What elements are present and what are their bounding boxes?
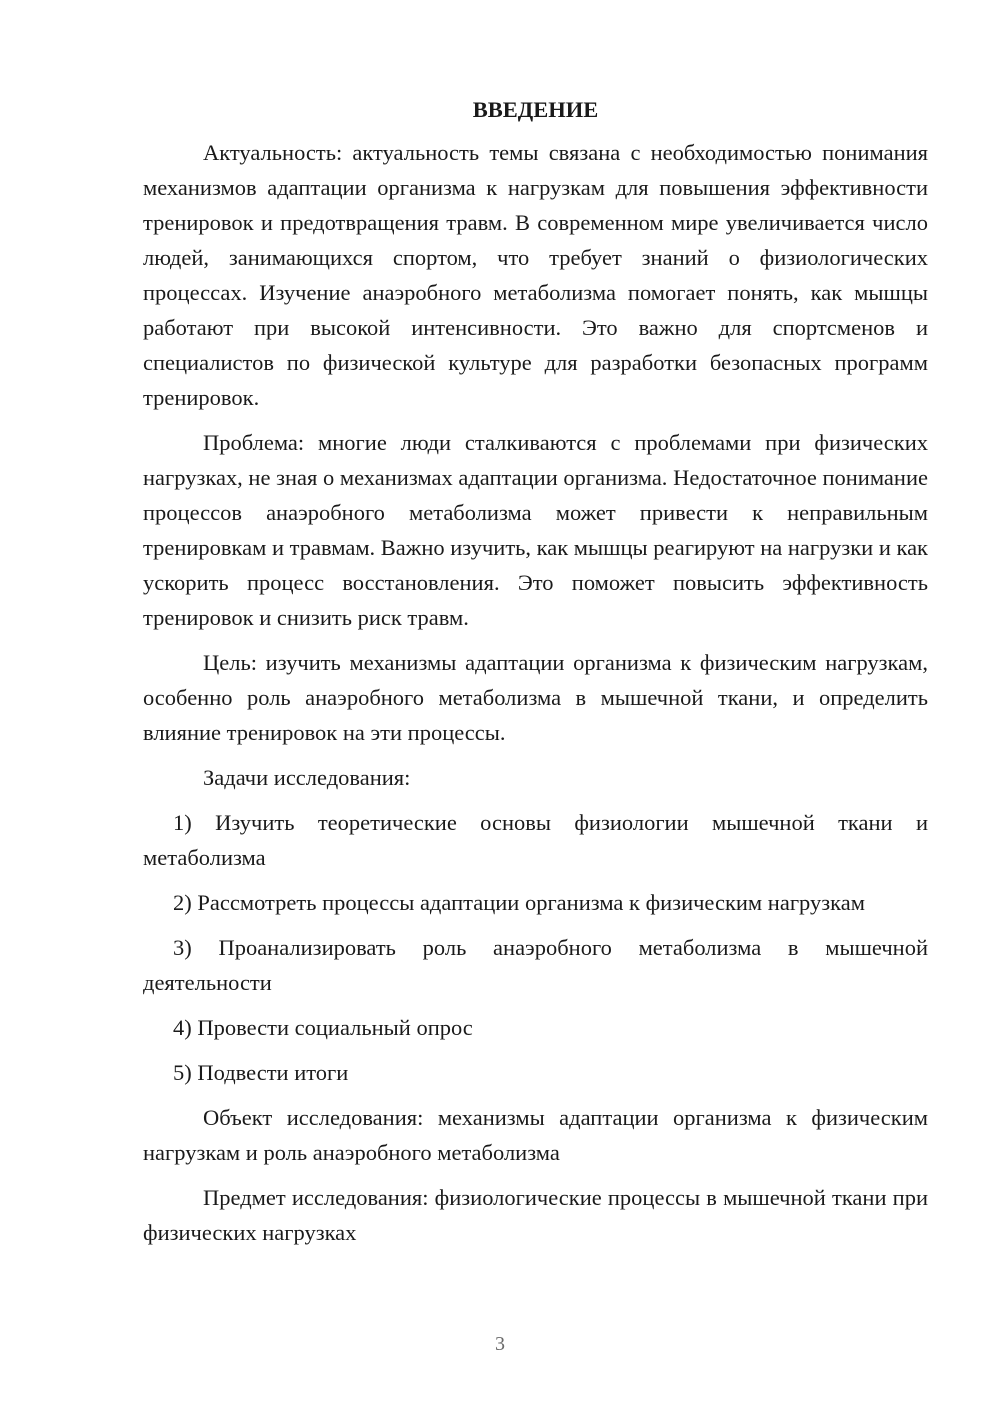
paragraph-relevance: Актуальность: актуальность темы связана с необходимостью понимания механизмов адаптации организма к нагрузкам для повышения эффективности тренировок и предотвращения травм. В современном мире увеличивается число людей, занимающихся спортом, что требует знаний о физиологических процессах. Изучение анаэробного метаболизма помогает понять, как мышцы работают при высокой интенсивности. Это важно для спортсменов и специалистов по физической культуре для разработки безопасных программ тренировок. [143,140,928,410]
task-item-4: 4) Провести социальный опрос [173,1015,473,1040]
page-title: ВВЕДЕНИЕ [472,97,599,122]
paragraph-subject: Предмет исследования: физиологические процессы в мышечной ткани при физических нагрузках [143,1185,928,1245]
task-item-3: 3) Проанализировать роль анаэробного метаболизма в мышечной деятельности [143,935,928,995]
task-item-2: 2) Рассмотреть процессы адаптации организма к физическим нагрузкам [173,890,865,915]
paragraph-object: Объект исследования: механизмы адаптации организма к физическим нагрузкам и роль анаэробного метаболизма [143,1105,928,1165]
paragraph-problem: Проблема: многие люди сталкиваются с проблемами при физических нагрузках, не зная о механизмах адаптации организма. Недостаточное понимание процессов анаэробного метаболизма может привести к неправильным тренировкам и травмам. Важно изучить, как мышцы реагируют на нагрузки и как ускорить процесс восстановления. Это поможет повысить эффективность тренировок и снизить риск травм. [143,430,928,630]
page-content [143,92,928,1260]
task-item-5: 5) Подвести итоги [173,1060,349,1085]
task-item-1: 1) Изучить теоретические основы физиологии мышечной ткани и метаболизма [143,810,928,870]
paragraph-goal: Цель: изучить механизмы адаптации организма к физическим нагрузкам, особенно роль анаэробного метаболизма в мышечной ткани, и определить влияние тренировок на эти процессы. [143,650,928,745]
paragraph-tasks-heading: Задачи исследования: [203,765,411,790]
page-number: 3 [495,1333,505,1355]
